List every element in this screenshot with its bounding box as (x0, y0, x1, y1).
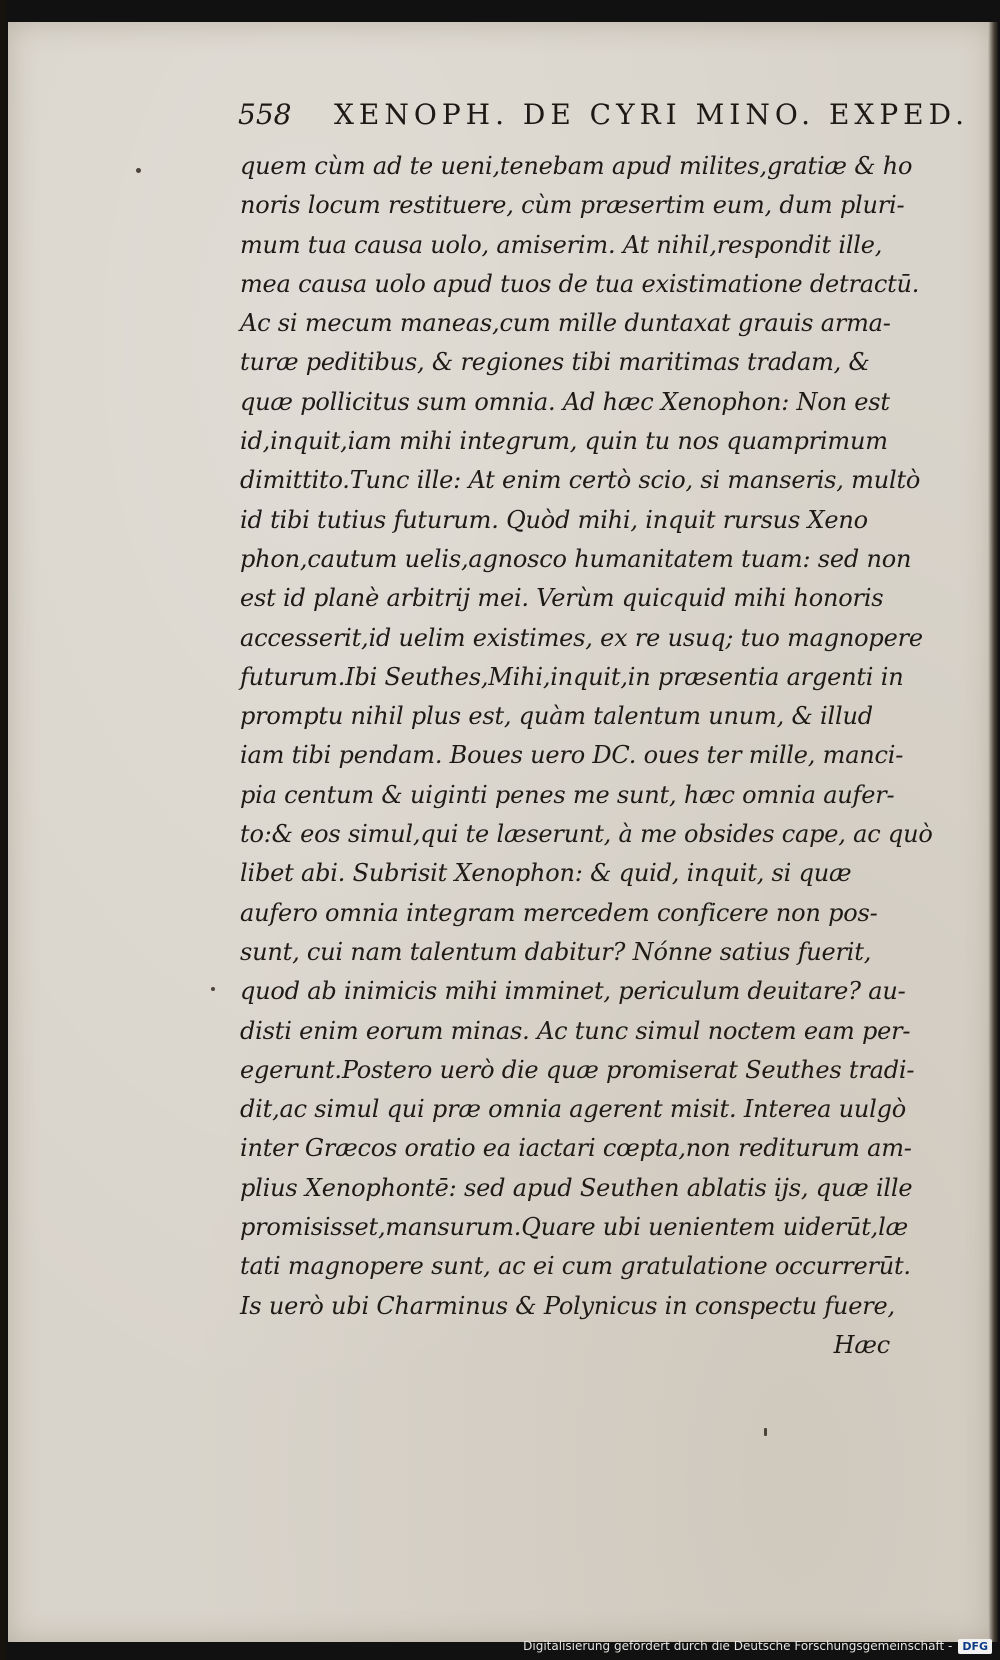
text-line: pia centum & uiginti penes me sunt, hæc omnia aufer- (240, 780, 895, 809)
text-line: accesserit,id uelim existimes, ex re usuq; tuo magnopere (240, 623, 923, 652)
text-line: sunt, cui nam talentum dabitur? Nónne satius fuerit, (240, 937, 872, 966)
dfg-logo: DFG (958, 1639, 992, 1654)
text-line: Ac si mecum maneas,cum mille duntaxat grauis arma- (240, 309, 891, 338)
catchword: Hæc (833, 1330, 890, 1359)
text-line: phon,cautum uelis,agnosco humanitatem tuam: sed non (240, 544, 912, 573)
text-line: turæ peditibus, & regiones tibi maritimas tradam, & (240, 348, 870, 377)
running-title: XENOPH. DE CYRI MINO. EXPED. (334, 98, 969, 131)
text-line: noris locum restituere, cùm præsertim eum, dum pluri- (240, 191, 905, 220)
page-number: 558 (238, 98, 292, 131)
text-line: aufero omnia integram mercedem conficere non pos- (240, 898, 878, 927)
text-line: plius Xenophontē: sed apud Seuthen ablatis ijs, quæ ille (240, 1173, 913, 1202)
text-line: mea causa uolo apud tuos de tua existimatione detractū. (240, 269, 920, 298)
text-line: dimittito.Tunc ille: At enim certò scio, si manseris, multò (240, 466, 921, 495)
text-line: est id planè arbitrij mei. Verùm quicquid mihi honoris (240, 584, 884, 613)
text-line: mum tua causa uolo, amiserim. At nihil,respondit ille, (240, 230, 883, 259)
text-line: id tibi tutius futurum. Quòd mihi, inquit rursus Xeno (240, 505, 868, 534)
margin-speck (211, 987, 215, 991)
text-line: quem cùm ad te ueni,tenebam apud milites,gratiæ & ho (240, 152, 913, 180)
credit-text: Digitalisierung gefördert durch die Deutsche Forschungsgemeinschaft - (523, 1639, 953, 1653)
text-line: promptu nihil plus est, quàm talentum unum, & illud (240, 702, 873, 731)
text-line: egerunt.Postero uerò die quæ promiserat Seuthes tradi- (240, 1055, 915, 1084)
book-page (8, 22, 992, 1642)
text-line: to:& eos simul,qui te læserunt, à me obsides cape, ac quò (240, 820, 933, 849)
text-line: libet abi. Subrisit Xenophon: & quid, inquit, si quæ (240, 859, 852, 888)
margin-speck (136, 168, 141, 173)
text-line: inter Græcos oratio ea iactari cœpta,non rediturum am- (240, 1134, 912, 1163)
text-line: iam tibi pendam. Boues uero DC. oues ter mille, manci- (240, 741, 904, 770)
digitization-credit (523, 1636, 992, 1656)
text-line: disti enim eorum minas. Ac tunc simul noctem eam per- (240, 1016, 911, 1045)
text-line: id,inquit,iam mihi integrum, quin tu nos quamprimum (240, 427, 888, 456)
text-line: promisisset,mansurum.Quare ubi uenientem uiderūt,læ (240, 1213, 908, 1242)
text-line: dit,ac simul qui præ omnia agerent misit. Interea uulgò (240, 1095, 907, 1124)
margin-speck (764, 1428, 767, 1436)
running-head (238, 92, 969, 136)
text-line: tati magnopere sunt, ac ei cum gratulatione occurrerūt. (240, 1252, 911, 1281)
text-line: quæ pollicitus sum omnia. Ad hæc Xenophon: Non est (240, 387, 890, 416)
text-line: quod ab inimicis mihi imminet, periculum deuitare? au- (240, 977, 906, 1006)
text-line: futurum.Ibi Seuthes,Mihi,inquit,in præsentia argenti in (240, 662, 904, 691)
body-text (240, 147, 933, 1365)
text-line: Is uerò ubi Charminus & Polynicus in conspectu fuere, (240, 1291, 895, 1320)
